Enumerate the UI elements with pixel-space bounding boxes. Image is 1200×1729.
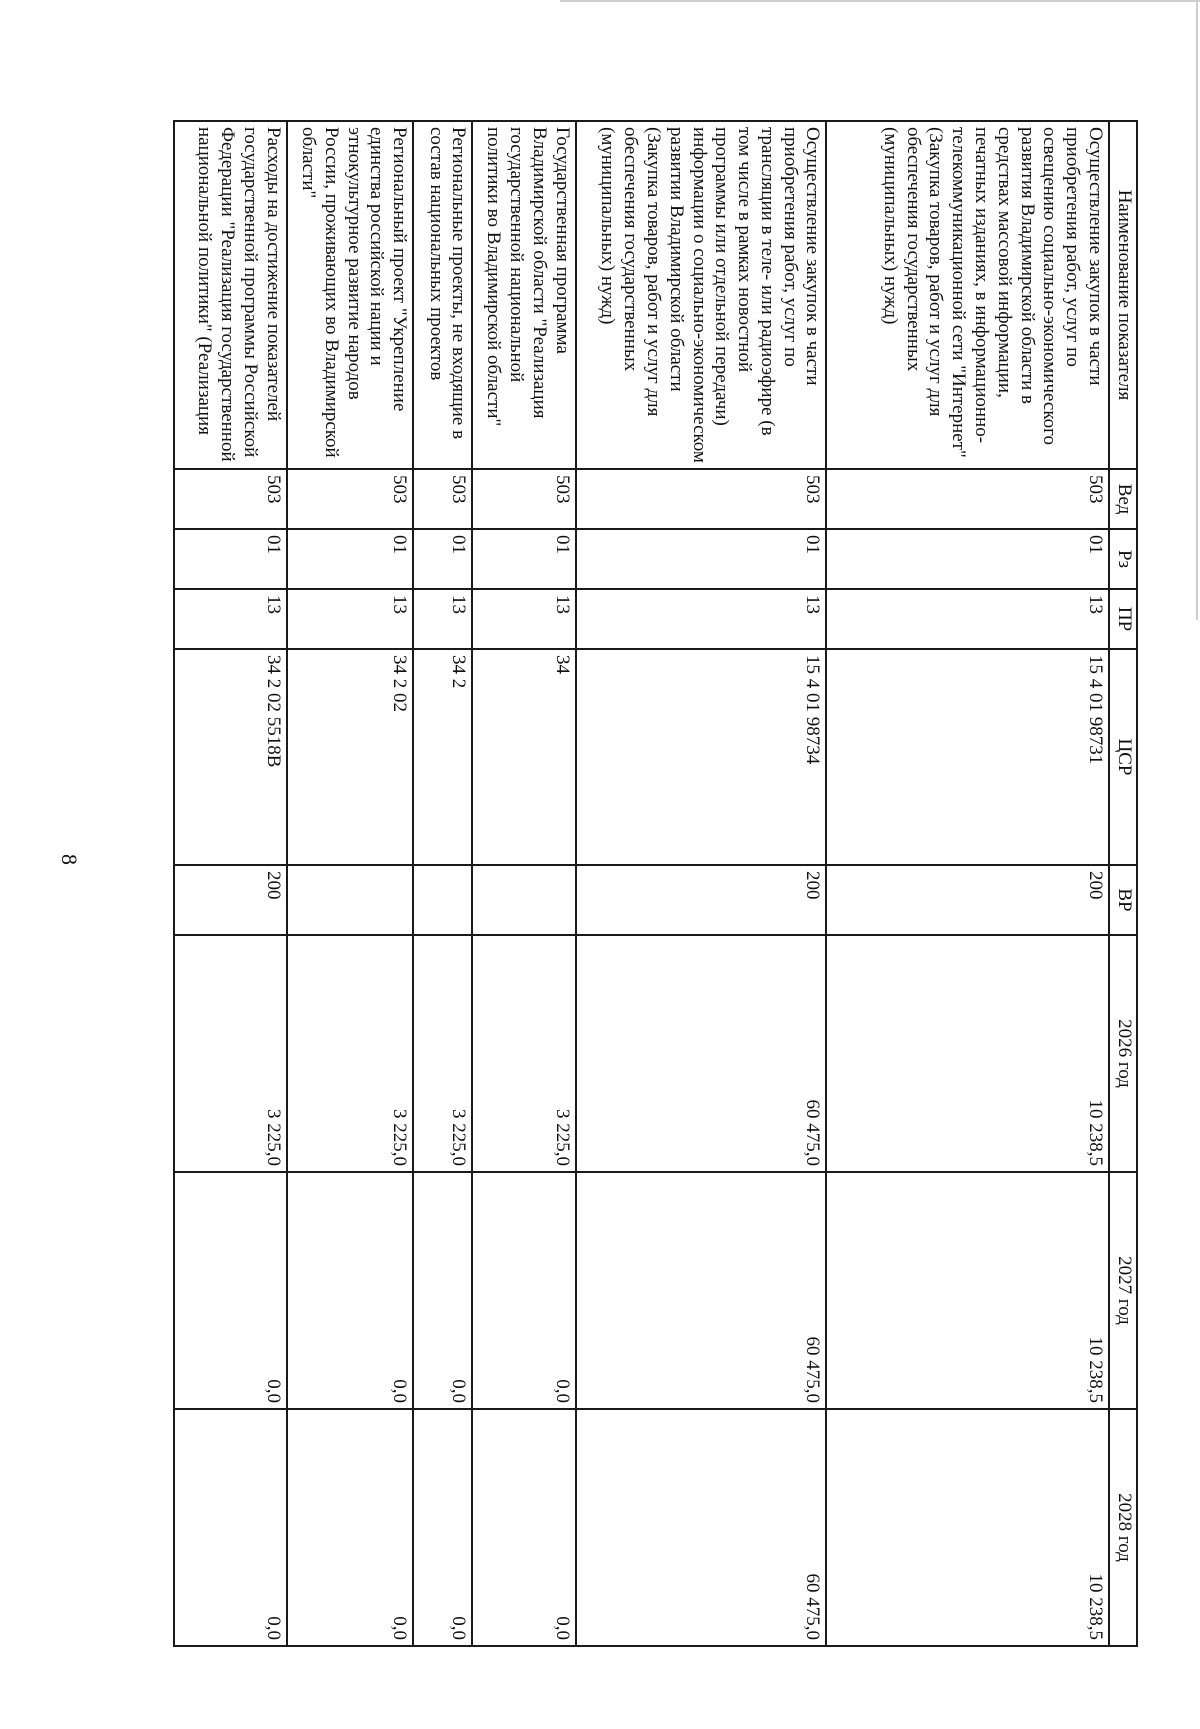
header-2028: 2028 год: [1109, 1409, 1137, 1646]
row-name: Государственная программа Владимирской области "Реализация государственной национальной политики во Владимирской области": [472, 121, 575, 469]
row-vr: 200: [174, 865, 287, 935]
row-csr: 15 4 01 98734: [576, 649, 827, 865]
row-2027: 0,0: [287, 1172, 413, 1409]
row-ved: 503: [576, 469, 827, 529]
row-2028: 10 238,5: [827, 1409, 1110, 1646]
row-2027: 60 475,0: [576, 1172, 827, 1409]
row-rz: 01: [413, 529, 472, 589]
row-2027: 10 238,5: [827, 1172, 1110, 1409]
row-2028: 0,0: [174, 1409, 287, 1646]
rotated-table-wrapper: [173, 120, 1138, 1645]
row-csr: 15 4 01 98731: [827, 649, 1110, 865]
row-rz: 01: [174, 529, 287, 589]
row-vr: 200: [576, 865, 827, 935]
row-name: Региональные проекты, не входящие в состав национальных проектов: [413, 121, 472, 469]
table-row: [287, 121, 413, 1646]
row-ved: 503: [827, 469, 1110, 529]
row-ved: 503: [287, 469, 413, 529]
row-2028: 0,0: [287, 1409, 413, 1646]
table-header-row: [1109, 121, 1137, 1646]
row-2027: 0,0: [174, 1172, 287, 1409]
row-csr: 34 2: [413, 649, 472, 865]
header-csr: ЦСР: [1109, 649, 1137, 865]
row-pr: 13: [827, 589, 1110, 649]
table-row: [472, 121, 575, 1646]
row-rz: 01: [827, 529, 1110, 589]
row-2026: 10 238,5: [827, 935, 1110, 1172]
row-pr: 13: [174, 589, 287, 649]
row-vr: [413, 865, 472, 935]
row-pr: 13: [413, 589, 472, 649]
row-2026: 3 225,0: [287, 935, 413, 1172]
row-ved: 503: [472, 469, 575, 529]
row-name: Расходы на достижение показателей государственной программы Российской Федерации "Реализация государственной национальной политики" (Реализация: [174, 121, 287, 469]
row-2026: 3 225,0: [472, 935, 575, 1172]
page-number: 8: [57, 854, 82, 865]
row-2026: 3 225,0: [413, 935, 472, 1172]
row-ved: 503: [413, 469, 472, 529]
row-2027: 0,0: [472, 1172, 575, 1409]
table-row: [413, 121, 472, 1646]
header-pr: ПР: [1109, 589, 1137, 649]
scan-edge-top: [560, 0, 1200, 2]
header-rz: Рз: [1109, 529, 1137, 589]
row-rz: 01: [576, 529, 827, 589]
row-rz: 01: [287, 529, 413, 589]
row-2028: 0,0: [472, 1409, 575, 1646]
header-2027: 2027 год: [1109, 1172, 1137, 1409]
row-2027: 0,0: [413, 1172, 472, 1409]
row-2026: 60 475,0: [576, 935, 827, 1172]
table-row: [576, 121, 827, 1646]
row-ved: 503: [174, 469, 287, 529]
table-row: [174, 121, 287, 1646]
row-2028: 0,0: [413, 1409, 472, 1646]
row-2028: 60 475,0: [576, 1409, 827, 1646]
row-vr: [287, 865, 413, 935]
row-pr: 13: [576, 589, 827, 649]
row-csr: 34: [472, 649, 575, 865]
budget-table: [173, 120, 1138, 1647]
row-name: Осуществление закупок в части приобретения работ, услуг по трансляции в теле- или радиоэфире (в том числе в рамках новостной программы или отдельной передачи) информации о социально-экономическом развитии Владимирской области (Закупка товаров, работ и услуг для обеспечения государственных (муниципальных) нужд): [576, 121, 827, 469]
header-vr: ВР: [1109, 865, 1137, 935]
row-name: Осуществление закупок в части приобретения работ, услуг по освещению социально-экономического развития Владимирской области в средствах массовой информации, печатных изданиях, в информационно-телекоммуникационной сети "Интернет" (Закупка товаров, работ и услуг для обеспечения государственных (муниципальных) нужд): [827, 121, 1110, 469]
row-vr: [472, 865, 575, 935]
header-ved: Вед: [1109, 469, 1137, 529]
header-2026: 2026 год: [1109, 935, 1137, 1172]
row-rz: 01: [472, 529, 575, 589]
row-csr: 34 2 02: [287, 649, 413, 865]
row-vr: 200: [827, 865, 1110, 935]
header-name: Наименование показателя: [1109, 121, 1137, 469]
table-row: [827, 121, 1110, 1646]
row-2026: 3 225,0: [174, 935, 287, 1172]
scan-edge-right: [1196, 0, 1198, 620]
row-pr: 13: [287, 589, 413, 649]
row-pr: 13: [472, 589, 575, 649]
row-csr: 34 2 02 5518В: [174, 649, 287, 865]
row-name: Региональный проект "Укрепление единства российской нации и этнокультурное развитие народов России, проживающих во Владимирской области": [287, 121, 413, 469]
